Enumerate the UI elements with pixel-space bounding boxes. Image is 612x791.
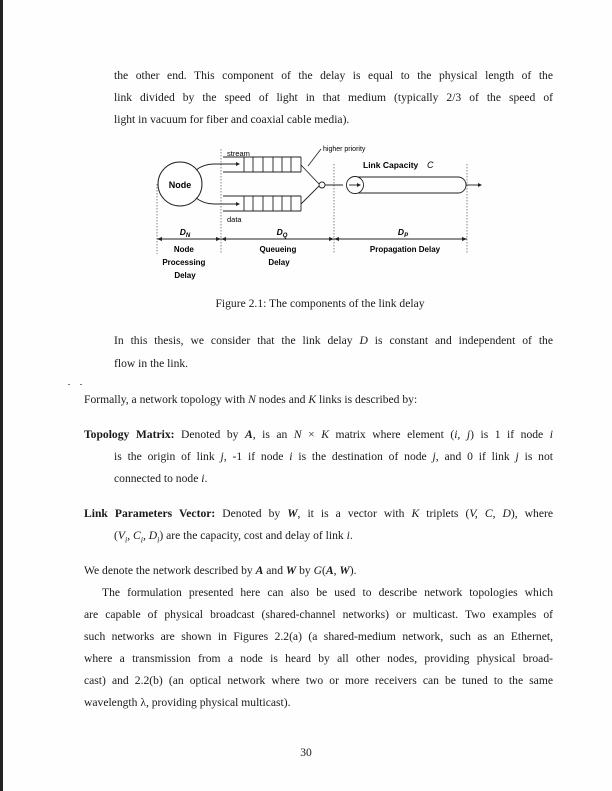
stream-queue bbox=[223, 157, 301, 172]
link-delay-diagram bbox=[140, 144, 500, 294]
final-para-line-6: wavelength λ, providing physical multicast). bbox=[84, 696, 291, 709]
denote-line: We denote the network described by A and W by G(A, W). bbox=[84, 564, 357, 577]
page-number: 30 bbox=[300, 746, 312, 759]
node-label: Node bbox=[168, 180, 192, 190]
link-params-line-1: Link Parameters Vector: Denoted by W, it is a vector with K triplets (V, C, D), where bbox=[84, 507, 553, 520]
figure-caption: Figure 2.1: The components of the link delay bbox=[215, 297, 425, 310]
page-binding-edge bbox=[0, 0, 3, 791]
stray-mark bbox=[68, 384, 70, 385]
final-para-line-4: where a transmission from a node is heard by all other nodes, providing physical broad- bbox=[84, 652, 553, 665]
link-capacity-label: Link Capacity bbox=[363, 160, 419, 170]
topology-matrix-line-1: Topology Matrix: Denoted by A, is an N × K matrix where element (i, j) is 1 if node i bbox=[84, 428, 553, 441]
scheduler-node bbox=[319, 182, 325, 188]
dq-symbol: $D_Q$ bbox=[276, 227, 288, 239]
stray-mark bbox=[80, 384, 82, 385]
node-processing-delay-label: Node Processing Delay bbox=[162, 245, 206, 280]
final-para-line-5: cast) and 2.2(b) (an optical network where two or more receivers can be tuned to the same bbox=[84, 674, 553, 687]
formally-line: Formally, a network topology with N nodes and K links is described by: bbox=[84, 393, 418, 406]
propagation-delay-label: Propagation Delay bbox=[369, 245, 441, 254]
final-para-line-2: are capable of physical broadcast (shared-channel networks) or multicast. Two examples of bbox=[84, 608, 553, 621]
intro-line-3: light in vacuum for fiber and coaxial cable media). bbox=[114, 113, 350, 126]
topology-matrix-line-2: is the origin of link j, -1 if node i is the destination of node j, and 0 if link j is not bbox=[114, 450, 553, 463]
data-label: data bbox=[227, 215, 242, 224]
dn-symbol: $D_N$ bbox=[179, 227, 191, 239]
topology-matrix-line-3: connected to node i. bbox=[114, 472, 208, 485]
delay-para-line-2: flow in the link. bbox=[114, 357, 189, 370]
delay-para-line-1: In this thesis, we consider that the link delay D is constant and independent of the bbox=[114, 334, 553, 347]
higher-priority-label: higher priority bbox=[323, 146, 366, 153]
link-params-term: Link Parameters Vector: bbox=[84, 507, 216, 520]
link-pipe bbox=[355, 177, 466, 193]
intro-line-1: the other end. This component of the delay is equal to the physical length of the bbox=[114, 69, 553, 82]
stream-label: stream bbox=[227, 149, 250, 158]
topology-matrix-term: Topology Matrix: bbox=[84, 428, 175, 441]
final-para-line-1: The formulation presented here can also be used to describe network topologies which bbox=[102, 586, 553, 599]
queueing-delay-label: Queueing Delay bbox=[259, 245, 297, 267]
capacity-symbol: C bbox=[427, 160, 434, 170]
dp-symbol: $D_P$ bbox=[397, 227, 409, 239]
data-queue bbox=[223, 196, 301, 211]
link-params-line-2: ($V_i$, $C_i$, $D_i$) are the capacity, cost and delay of link i. bbox=[114, 529, 353, 545]
intro-line-2: link divided by the speed of light in that medium (typically 2/3 of the speed of bbox=[114, 91, 553, 104]
final-para-line-3: such networks are shown in Figures 2.2(a) (a shared-medium network, such as an Ethernet, bbox=[84, 630, 553, 643]
